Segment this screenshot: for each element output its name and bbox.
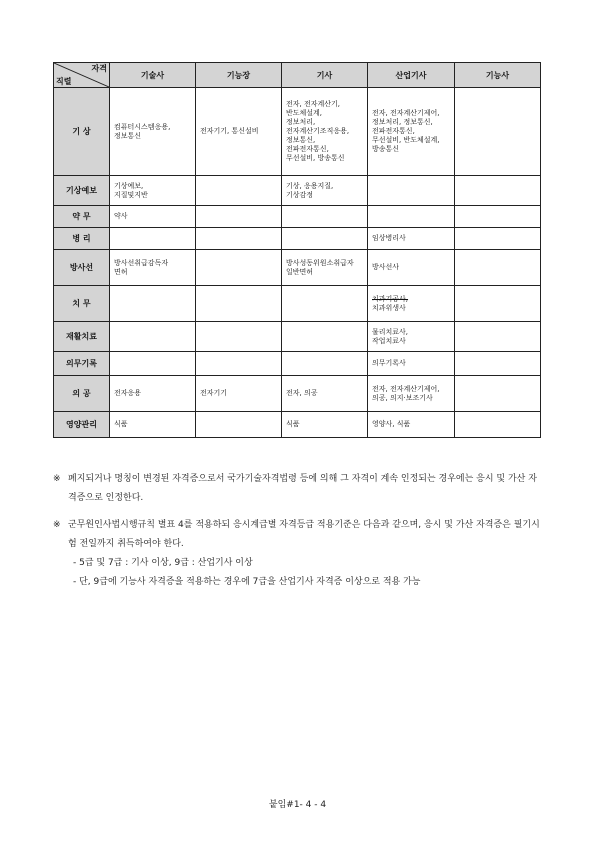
row-header: 약 무 (54, 206, 110, 228)
table-cell (455, 250, 541, 286)
column-header: 기술사 (110, 63, 196, 88)
table-row (54, 376, 541, 412)
row-header: 기 상 (54, 88, 110, 176)
page-footer: 붙임#1- 4 - 4 (268, 800, 327, 810)
note-text: 군무원인사법시행규칙 별표 4를 적용하되 응시계급별 자격등급 적용기준은 다음과 같으며, 응시 및 가산 자격증은 필기시험 전일까지 취득하여야 한다. (68, 520, 540, 549)
note-item (53, 516, 543, 554)
note-sub-item: - 단, 9급에 기능사 자격증을 적용하는 경우에 7급을 산업기사 자격증 이상으로 적용 가능 (73, 577, 421, 587)
table-cell (455, 286, 541, 322)
notes-section (53, 470, 543, 592)
table-cell (196, 352, 282, 376)
table-cell: 전자응용 (110, 376, 196, 412)
table-cell (282, 286, 368, 322)
corner-series-label: 직렬 (56, 77, 72, 86)
table-row (54, 352, 541, 376)
table-cell (196, 206, 282, 228)
table-cell (282, 352, 368, 376)
table-cell (110, 352, 196, 376)
table-row (54, 88, 541, 176)
table-cell: 기상, 응용지질, 기상감정 (282, 176, 368, 206)
row-header: 의무기록 (54, 352, 110, 376)
table-cell: 약사 (110, 206, 196, 228)
table-row (54, 176, 541, 206)
table-body (54, 88, 541, 438)
column-header: 기능사 (455, 63, 541, 88)
table-cell (110, 228, 196, 250)
table-cell: 물리치료사, 작업치료사 (368, 322, 455, 352)
table-cell: 컴퓨터시스템응용, 정보통신 (110, 88, 196, 176)
row-header: 의 공 (54, 376, 110, 412)
table-cell: 방사선취급감독자 면허 (110, 250, 196, 286)
table-cell (196, 250, 282, 286)
table-cell (282, 206, 368, 228)
row-header: 방사선 (54, 250, 110, 286)
table-cell: 전자, 전자계산기, 반도체설계, 정보처리, 전자계산기조직응용, 정보통신, 전파전자통신, 무선설비, 방송통신 (282, 88, 368, 176)
qualification-table (53, 62, 541, 438)
table-cell (196, 322, 282, 352)
table-cell (196, 228, 282, 250)
table-cell (455, 228, 541, 250)
table-cell: 영양사, 식품 (368, 412, 455, 438)
table-cell: 전자, 전자계산기제어, 의공, 의지·보조기사 (368, 376, 455, 412)
table-cell: 방사성동위원소취급자 일반면허 (282, 250, 368, 286)
row-header: 재활치료 (54, 322, 110, 352)
table-cell: 임상병리사 (368, 228, 455, 250)
row-header: 기상예보 (54, 176, 110, 206)
table-row (54, 250, 541, 286)
table-cell: 식품 (110, 412, 196, 438)
row-header: 치 무 (54, 286, 110, 322)
row-header: 병 리 (54, 228, 110, 250)
table-cell (455, 376, 541, 412)
struck-text: 치과기공사, (372, 294, 409, 303)
table-header-row (54, 63, 541, 88)
cell-text: 치과위생사 (372, 303, 406, 312)
table-cell (196, 176, 282, 206)
table-cell (110, 322, 196, 352)
row-header: 영양관리 (54, 412, 110, 438)
table-cell: 전자기기, 통신설비 (196, 88, 282, 176)
corner-qualification-label: 자격 (91, 64, 107, 73)
table-cell: 전자, 의공 (282, 376, 368, 412)
column-header: 기사 (282, 63, 368, 88)
note-sub-item: - 5급 및 7급 : 기사 이상, 9급 : 산업기사 이상 (73, 558, 253, 568)
table-row (54, 206, 541, 228)
table-cell: 기상예보, 지질및지반 (110, 176, 196, 206)
table-row (54, 228, 541, 250)
table-cell (196, 412, 282, 438)
table-cell: 식품 (282, 412, 368, 438)
table-cell (196, 286, 282, 322)
note-mark: ※ (53, 520, 61, 530)
table-cell (455, 322, 541, 352)
table-cell: 의무기록사 (368, 352, 455, 376)
table-cell (368, 286, 455, 322)
table-cell: 전자, 전자계산기제어, 정보처리, 정보통신, 전파전자통신, 무선설비, 반도체설계, 방송통신 (368, 88, 455, 176)
table-cell (368, 206, 455, 228)
corner-header (54, 63, 110, 88)
table-cell (282, 322, 368, 352)
table-cell (110, 286, 196, 322)
table-cell (455, 352, 541, 376)
table-row (54, 322, 541, 352)
table-cell: 방사선사 (368, 250, 455, 286)
table-cell (368, 176, 455, 206)
table-cell (455, 88, 541, 176)
column-header: 기능장 (196, 63, 282, 88)
table-row (54, 286, 541, 322)
table-row (54, 412, 541, 438)
note-item (53, 470, 543, 508)
table-cell: 전자기기 (196, 376, 282, 412)
table-cell (455, 412, 541, 438)
note-text: 폐지되거나 명칭이 변경된 자격증으로서 국가기술자격법령 등에 의해 그 자격이 계속 인정되는 경우에는 응시 및 가산 자격증으로 인정한다. (68, 474, 537, 503)
table-cell (455, 176, 541, 206)
table-cell (282, 228, 368, 250)
note-mark: ※ (53, 474, 61, 484)
table-cell (455, 206, 541, 228)
column-header: 산업기사 (368, 63, 455, 88)
